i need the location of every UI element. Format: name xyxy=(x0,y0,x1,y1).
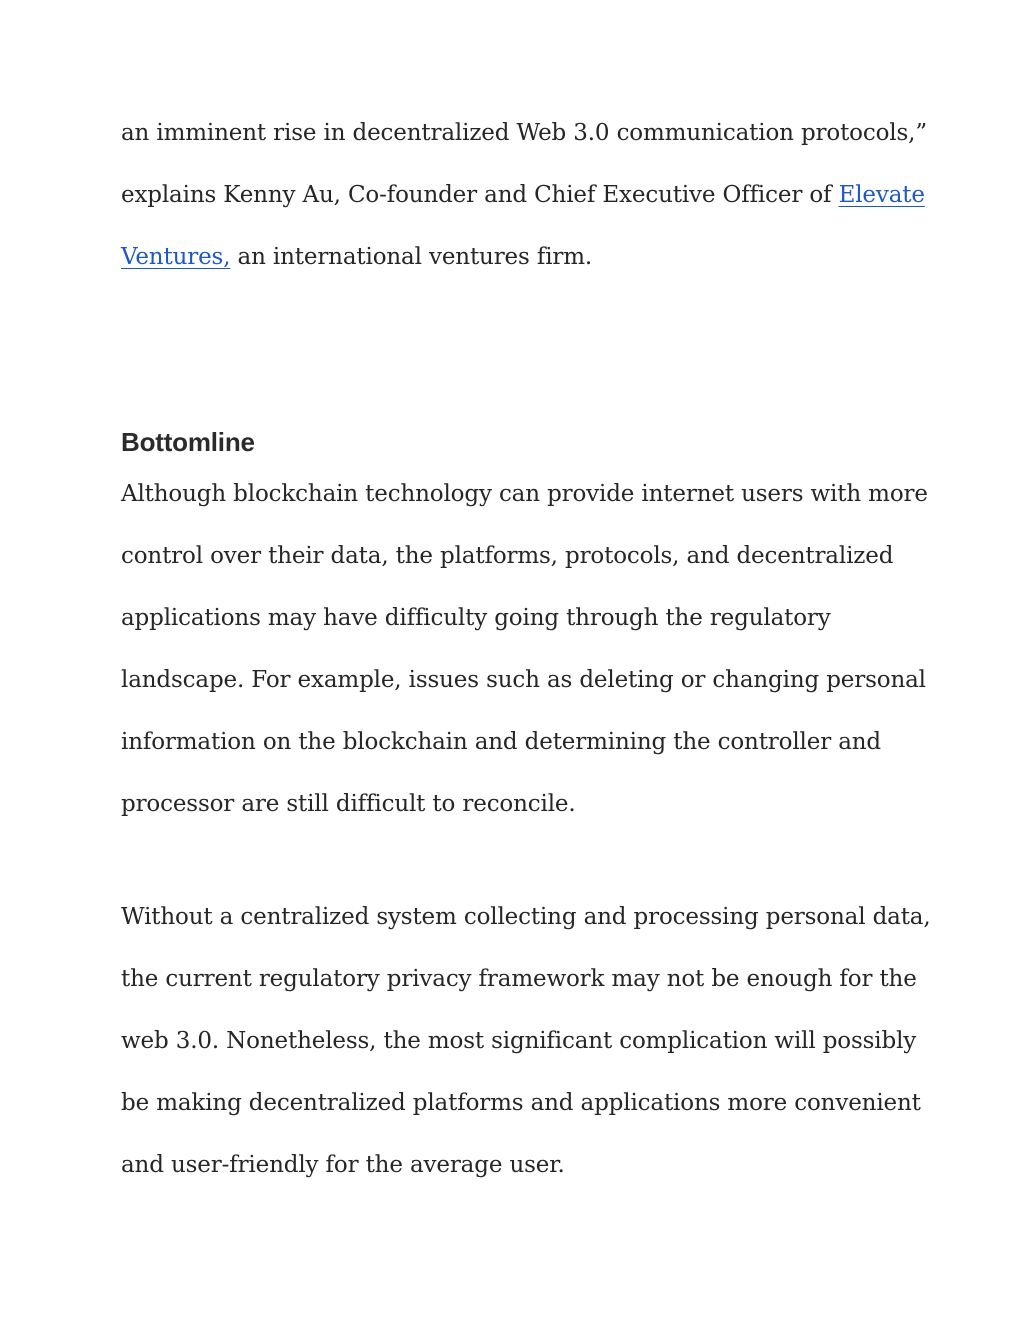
paragraph-1-line: control over their data, the platforms, protocols, and decentralized xyxy=(121,543,894,569)
paragraph-1-line: landscape. For example, issues such as deleting or changing personal xyxy=(121,667,926,693)
intro-line-1: an imminent rise in decentralized Web 3.0 communication protocols,” xyxy=(121,120,927,146)
paragraph-1-line: Although blockchain technology can provide internet users with more xyxy=(121,481,928,507)
intro-line-3 xyxy=(121,246,592,269)
intro-line-2 xyxy=(121,184,925,207)
paragraph-1-line: information on the blockchain and determining the controller and xyxy=(121,729,882,755)
paragraph-2-line: Without a centralized system collecting and processing personal data, xyxy=(121,904,931,930)
paragraph-1-line: processor are still difficult to reconcile. xyxy=(121,791,576,817)
paragraph-1-line: applications may have difficulty going through the regulatory xyxy=(121,605,831,631)
section-heading: Bottomline xyxy=(121,427,255,457)
paragraph-2-line: and user-friendly for the average user. xyxy=(121,1152,565,1178)
elevate-ventures-link-part-2[interactable]: Ventures, xyxy=(121,244,231,270)
elevate-ventures-link-part-1[interactable]: Elevate xyxy=(838,182,925,208)
paragraph-2-line: the current regulatory privacy framework may not be enough for the xyxy=(121,966,917,992)
paragraph-2-line: web 3.0. Nonetheless, the most significant complication will possibly xyxy=(121,1028,917,1054)
intro-line-3-text: an international ventures firm. xyxy=(230,244,593,270)
intro-line-2-text: explains Kenny Au, Co-founder and Chief Executive Officer of xyxy=(121,182,839,208)
paragraph-2-line: be making decentralized platforms and applications more convenient xyxy=(121,1090,921,1116)
